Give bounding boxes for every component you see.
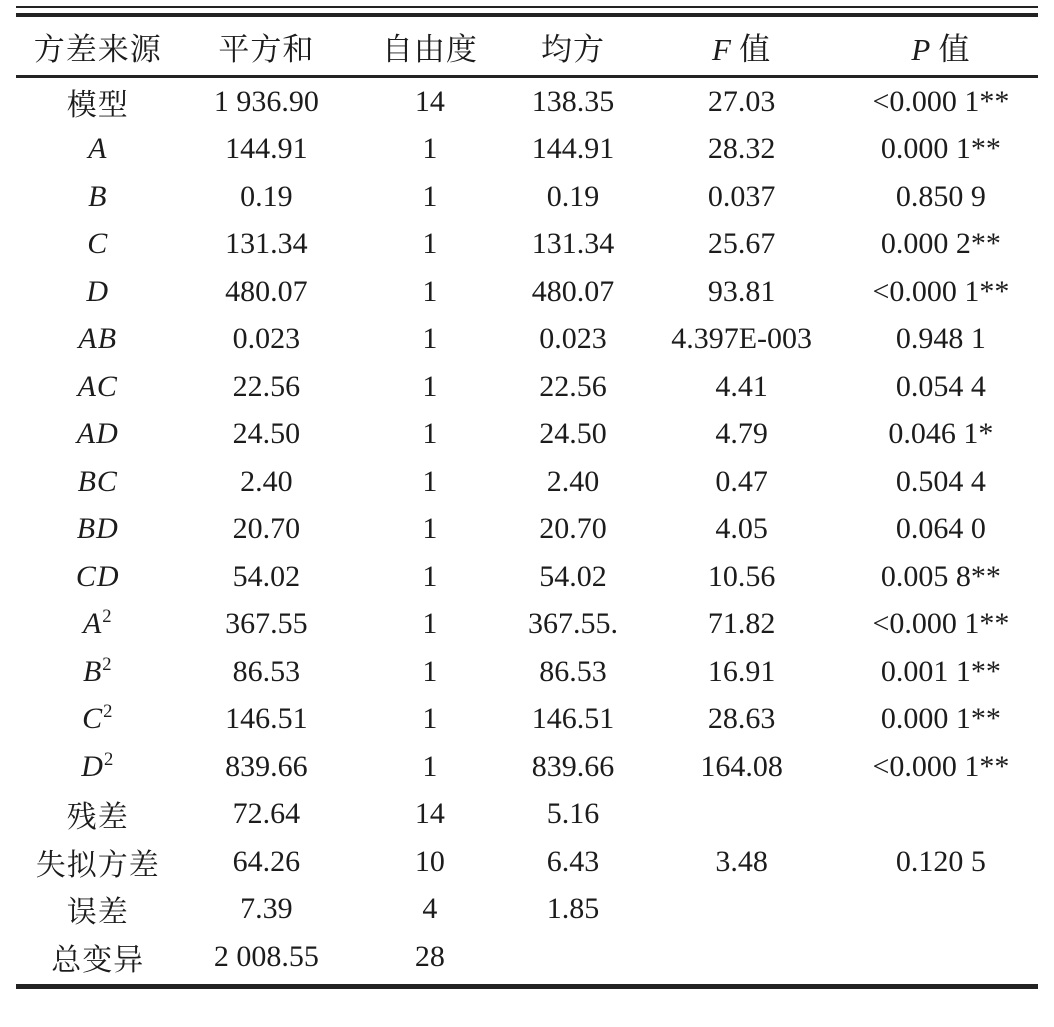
factor-letter: A [82,607,103,641]
p-value-cell: <0.000 1** [872,84,1010,118]
column-header-1: 平方和 [180,17,354,77]
f-value-cell: 164.08 [700,749,783,783]
f-value-cell: 10.56 [707,559,776,593]
df-cell: 1 [422,132,438,166]
f-value-cell: 16.91 [707,654,776,688]
mean-square-cell: 20.70 [539,512,607,546]
source-cell [16,553,180,601]
table-row [16,173,1038,221]
source-cell [16,316,180,364]
source-cell [16,743,180,791]
column-header-3: 均方 [507,17,640,77]
table-row [16,553,1038,601]
p-value-cell: 0.504 4 [895,464,986,498]
df-cell: 1 [422,179,438,213]
df-cell: 1 [422,512,438,546]
sum-of-squares-cell: 7.39 [240,892,293,926]
exponent: 2 [102,653,113,675]
factor-letter: AB [78,322,118,356]
sum-of-squares-cell: 480.07 [225,274,308,308]
df-cell: 10 [414,844,445,878]
sum-of-squares-cell: 86.53 [232,654,301,688]
mean-square-cell: 1.85 [546,892,600,926]
df-cell: 1 [422,464,438,498]
df-cell: 1 [422,607,438,641]
sum-of-squares-cell: 54.02 [232,559,301,593]
p-value-cell: 0.064 0 [895,512,986,546]
sum-of-squares-cell: 1 936.90 [213,84,319,118]
source-cell [16,363,180,411]
table-row [16,221,1038,269]
top-rule-thin [16,6,1038,8]
table-row [16,506,1038,554]
f-value-cell [639,933,843,981]
p-value-cell: 0.054 4 [895,369,986,403]
exponent: 2 [102,606,113,628]
sum-of-squares-cell: 22.56 [232,369,301,403]
mean-square-cell: 0.19 [546,179,600,213]
df-cell: 1 [422,369,438,403]
p-value-cell: 0.000 2** [880,227,1001,261]
mean-square-cell: 138.35 [531,84,615,118]
source-cell: 模型 [66,88,129,122]
source-cell: 失拟方差 [35,848,160,882]
table-row [16,648,1038,696]
mean-square-cell: 22.56 [539,369,607,403]
factor-letter: BD [76,512,119,546]
factor-letter: D [81,749,104,783]
p-value-cell: 0.001 1** [880,654,1001,688]
header-variable-letter: F [712,31,732,67]
sum-of-squares-cell: 2 008.55 [213,939,319,973]
factor-letter: B [88,179,108,213]
factor-letter: BC [77,464,118,498]
df-cell: 1 [422,417,438,451]
f-value-cell: 4.79 [715,417,768,451]
mean-square-cell: 480.07 [531,274,615,308]
f-value-cell: 4.05 [715,512,768,546]
f-value-cell: 4.41 [715,369,768,403]
df-cell: 14 [414,797,445,831]
mean-square-cell: 2.40 [546,464,600,498]
table-row [16,791,1038,839]
p-value-cell [844,791,1038,839]
source-cell [16,601,180,649]
factor-letter: AC [77,369,118,403]
mean-square-cell: 144.91 [531,132,615,166]
table-row [16,838,1038,886]
source-cell [16,696,180,744]
header-variable-letter: P [911,31,932,67]
table-row [16,126,1038,174]
mean-square-cell: 839.66 [531,749,615,783]
sum-of-squares-cell: 131.34 [225,227,308,261]
p-value-cell: 0.850 9 [895,179,986,213]
df-cell: 14 [414,84,445,118]
sum-of-squares-cell: 2.40 [240,464,293,498]
p-value-cell: 0.046 1* [888,417,994,451]
factor-letter: D [86,274,110,308]
source-cell [16,506,180,554]
factor-letter: A [88,132,108,166]
factor-letter: B [82,654,103,688]
f-value-cell: 3.48 [715,844,768,878]
p-value-cell: 0.000 1** [880,132,1001,166]
df-cell: 1 [422,274,438,308]
table-row [16,601,1038,649]
exponent: 2 [103,748,115,770]
source-cell [16,458,180,506]
f-value-cell: 28.63 [707,702,776,736]
source-cell [16,221,180,269]
bottom-rule [16,984,1038,989]
table-row [16,77,1038,126]
table-row [16,933,1038,981]
factor-letter: CD [75,559,120,593]
mean-square-cell [507,933,640,981]
p-value-cell: <0.000 1** [872,274,1010,308]
source-cell [16,648,180,696]
mean-square-cell: 0.023 [539,322,607,356]
f-value-cell [639,886,843,934]
f-value-cell: 0.037 [707,179,776,213]
exponent: 2 [103,701,114,723]
sum-of-squares-cell: 64.26 [232,844,301,878]
column-header-5: P 值 [844,17,1038,77]
f-value-cell: 4.397E-003 [671,322,813,356]
mean-square-cell: 146.51 [531,702,615,736]
source-cell [16,268,180,316]
df-cell: 28 [414,939,445,973]
p-value-cell: <0.000 1** [872,749,1010,783]
source-cell: 总变异 [51,943,145,977]
source-cell [16,126,180,174]
sum-of-squares-cell: 144.91 [225,132,308,166]
sum-of-squares-cell: 0.19 [240,179,293,213]
df-cell: 1 [422,322,438,356]
column-header-0: 方差来源 [16,17,180,77]
f-value-cell: 93.81 [707,274,776,308]
sum-of-squares-cell: 72.64 [232,797,301,831]
table-row [16,268,1038,316]
df-cell: 1 [422,749,438,783]
factor-letter: AD [76,417,119,451]
p-value-cell: 0.120 5 [895,844,986,878]
df-cell: 4 [422,892,438,926]
sum-of-squares-cell: 0.023 [232,322,301,356]
f-value-cell: 0.47 [715,464,768,498]
f-value-cell: 71.82 [707,607,776,641]
column-header-4: F 值 [639,17,843,77]
table-row [16,696,1038,744]
source-cell [16,173,180,221]
p-value-cell: 0.000 1** [880,702,1001,736]
sum-of-squares-cell: 367.55 [225,607,308,641]
df-cell: 1 [422,702,438,736]
f-value-cell: 28.32 [707,132,776,166]
source-cell: 残差 [66,801,129,835]
source-cell [16,411,180,459]
mean-square-cell: 6.43 [546,844,600,878]
p-value-cell: 0.948 1 [895,322,986,356]
factor-letter: C [82,702,104,736]
sum-of-squares-cell: 839.66 [225,749,308,783]
anova-table [16,17,1038,981]
f-value-cell [639,791,843,839]
table-row [16,886,1038,934]
p-value-cell: <0.000 1** [872,607,1010,641]
table-row [16,458,1038,506]
header-row [16,17,1038,77]
factor-letter: C [87,227,109,261]
table-row [16,316,1038,364]
mean-square-cell: 54.02 [539,559,607,593]
table-row [16,743,1038,791]
table-row [16,411,1038,459]
f-value-cell: 25.67 [707,227,776,261]
mean-square-cell: 24.50 [539,417,607,451]
table-row [16,363,1038,411]
mean-square-cell: 5.16 [546,797,600,831]
column-header-2: 自由度 [353,17,506,77]
table-header [16,17,1038,77]
sum-of-squares-cell: 20.70 [232,512,301,546]
sum-of-squares-cell: 24.50 [232,417,301,451]
p-value-cell [844,886,1038,934]
df-cell: 1 [422,227,438,261]
f-value-cell: 27.03 [707,84,776,118]
df-cell: 1 [422,654,438,688]
df-cell: 1 [422,559,438,593]
p-value-cell [844,933,1038,981]
mean-square-cell: 86.53 [539,654,607,688]
p-value-cell: 0.005 8** [880,559,1001,593]
mean-square-cell: 131.34 [531,227,615,261]
source-cell: 误差 [66,896,129,930]
sum-of-squares-cell: 146.51 [225,702,308,736]
mean-square-cell: 367.55. [527,607,618,641]
